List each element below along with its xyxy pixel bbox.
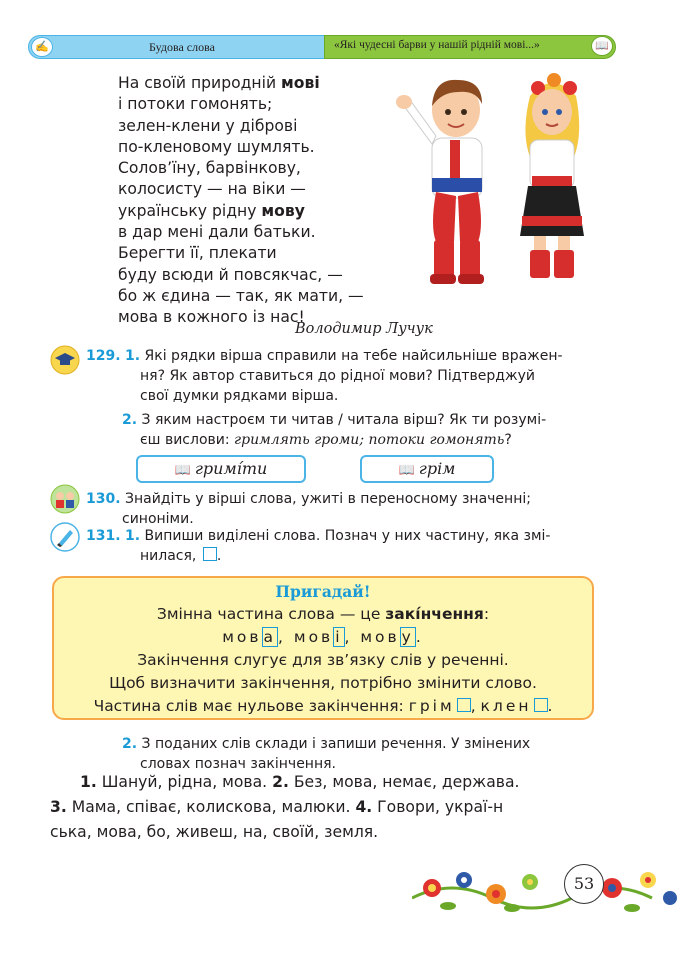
children-in-vyshyvanka-illustration [396,66,624,288]
header-section-bar [28,35,340,59]
exercise-131 [86,526,606,566]
poem-text: Берегти її, плекати [118,244,277,263]
item-number: 3. [50,798,67,816]
ending-square-icon [457,698,471,712]
poem-text: бо ж єдина — так, як мати, — [118,286,364,305]
page-header [28,35,616,59]
poem-text: мова в кожного із нас! [118,308,305,327]
task-number: 2. [122,736,138,752]
poem-line [118,286,418,307]
dictionary-book-icon: 📖 [398,463,415,478]
rule-line: Закінчення слугує для зв’язку слів у реченні. [137,651,509,669]
poem-text: буду всюди й повсякчас, — [118,265,343,284]
rule-text: Змінна частина слова — це [156,605,386,623]
task-text: ? [504,432,512,448]
poem-highlighted-word: мові [281,74,320,92]
rule-text: . [547,697,553,715]
poem-line [118,265,418,286]
floral-ornament [412,858,682,918]
rule-term: закі́нчення [385,605,484,623]
dictionary-word: гримі́ти [194,459,268,478]
task-text: Випиши виділені слова. Познач у них частину, яка змі- [144,528,551,544]
ending-square-icon [534,698,548,712]
rule-text: , [470,697,481,715]
poem-line [118,94,418,115]
exercise-129 [86,346,606,450]
task-text: Які рядки вірша справили на тебе найсильніше вражен- [144,348,563,364]
word-set: ська, мова, бо, живеш, на, своїй, земля. [50,823,379,841]
exercise-number: 130. [86,491,121,507]
poem-text: українську рідну [118,201,262,220]
poem-text: по-кленовому шумлять. [118,137,315,156]
poem-line [118,243,418,264]
rule-text: Частина слів має нульове закінчення: [93,697,409,715]
boy-figure [396,80,484,284]
item-number: 4. [355,798,373,816]
zero-ending-word: клен [480,697,532,715]
poem-line [118,116,418,137]
word-set: Мама, співає, колискова, малюки. [66,798,356,816]
poem-line [118,201,418,222]
dictionary-book-icon: 📖 [174,463,191,478]
task-number: 1. [125,528,141,544]
zero-ending-word: грім [408,697,455,715]
rule-text: , [278,628,294,646]
rule-example-words [54,626,592,649]
rule-box-remember [52,576,594,720]
word-set: Говори, украї-н [372,798,504,816]
task-text: З яким настроєм ти читав / читала вірш? Як ти розумі- [141,412,547,428]
task-text: словах познач закінчення. [140,756,336,772]
poem-text: зелен-клени у діброві [118,116,298,135]
task-text: єш вислови: [140,432,235,448]
girl-figure [520,73,584,278]
poem-author: Володимир Лучук [295,321,433,337]
word-ending: у [401,628,414,646]
word-ending: і [335,628,343,646]
word-stem: мов [222,628,262,646]
poem-line [118,158,418,179]
task-text: свої думки рядками вірша. [140,388,339,404]
poem-text: і потоки гомонять; [118,95,273,114]
poem-text: колосисту — на віки — [118,180,306,199]
poem-text: На своїй природній [118,74,282,92]
header-topic-title: «Які чудесні барви у нашій рідній мові...» [334,39,540,51]
rule-title: Пригадай! [275,582,371,601]
poem-highlighted-word: мову [261,201,305,220]
poem-line [118,137,418,158]
exercise-number: 129. [86,348,121,364]
rule-line [54,695,592,718]
writing-hand-icon [50,522,80,552]
word-set: Шануй, рідна, мова. [96,773,273,791]
poem-line [118,179,418,200]
poem-line [118,73,418,94]
rule-line: Щоб визначити закінчення, потрібно змінити слово. [109,674,537,692]
word-stem: мов [293,628,334,646]
task-text: Знайдіть у вірші слова, ужиті в переносному значенні; [125,491,531,507]
pair-work-icon [50,484,80,514]
task-text: . [216,548,222,564]
poem-text: в дар мені дали батьки. [118,223,316,242]
word-ending: а [263,628,277,646]
task-number: 2. [122,412,138,428]
exercise-131-task-2 [122,734,602,774]
dictionary-box [136,455,306,483]
book-icon: 📖 [591,36,613,56]
item-number: 1. [80,773,97,791]
rule-text: : [483,605,490,623]
ending-square-icon [203,547,217,561]
word-sets [50,770,610,845]
pen-icon: ✍ [31,37,53,57]
dictionary-word: грім [418,459,456,478]
word-stem: мов [360,628,400,646]
task-text: нилася, [140,548,197,564]
poem-line [118,222,418,243]
rule-line [54,603,592,626]
rule-text: , [344,628,361,646]
header-section-title: Будова слова [149,40,215,54]
word-set: Без, мова, немає, держава. [288,773,520,791]
rule-text: . [415,628,424,646]
exercise-number: 131. [86,528,121,544]
poem [118,73,418,329]
exercise-130 [86,489,606,529]
dictionary-box [360,455,494,483]
item-number: 2. [272,773,289,791]
task-quote: гримлять громи; потоки гомонять [234,432,505,448]
task-text: З поданих слів склади і запиши речення. У змінених [141,736,531,752]
task-text: синоніми. [122,511,194,527]
page-number: 53 [564,864,604,904]
task-text: ня? Як автор ставиться до рідної мови? Підтверджуй [140,368,535,384]
poem-text: Солов’їну, барвінкову, [118,159,301,178]
task-number: 1. [125,348,141,364]
graduation-cap-icon [50,345,80,375]
